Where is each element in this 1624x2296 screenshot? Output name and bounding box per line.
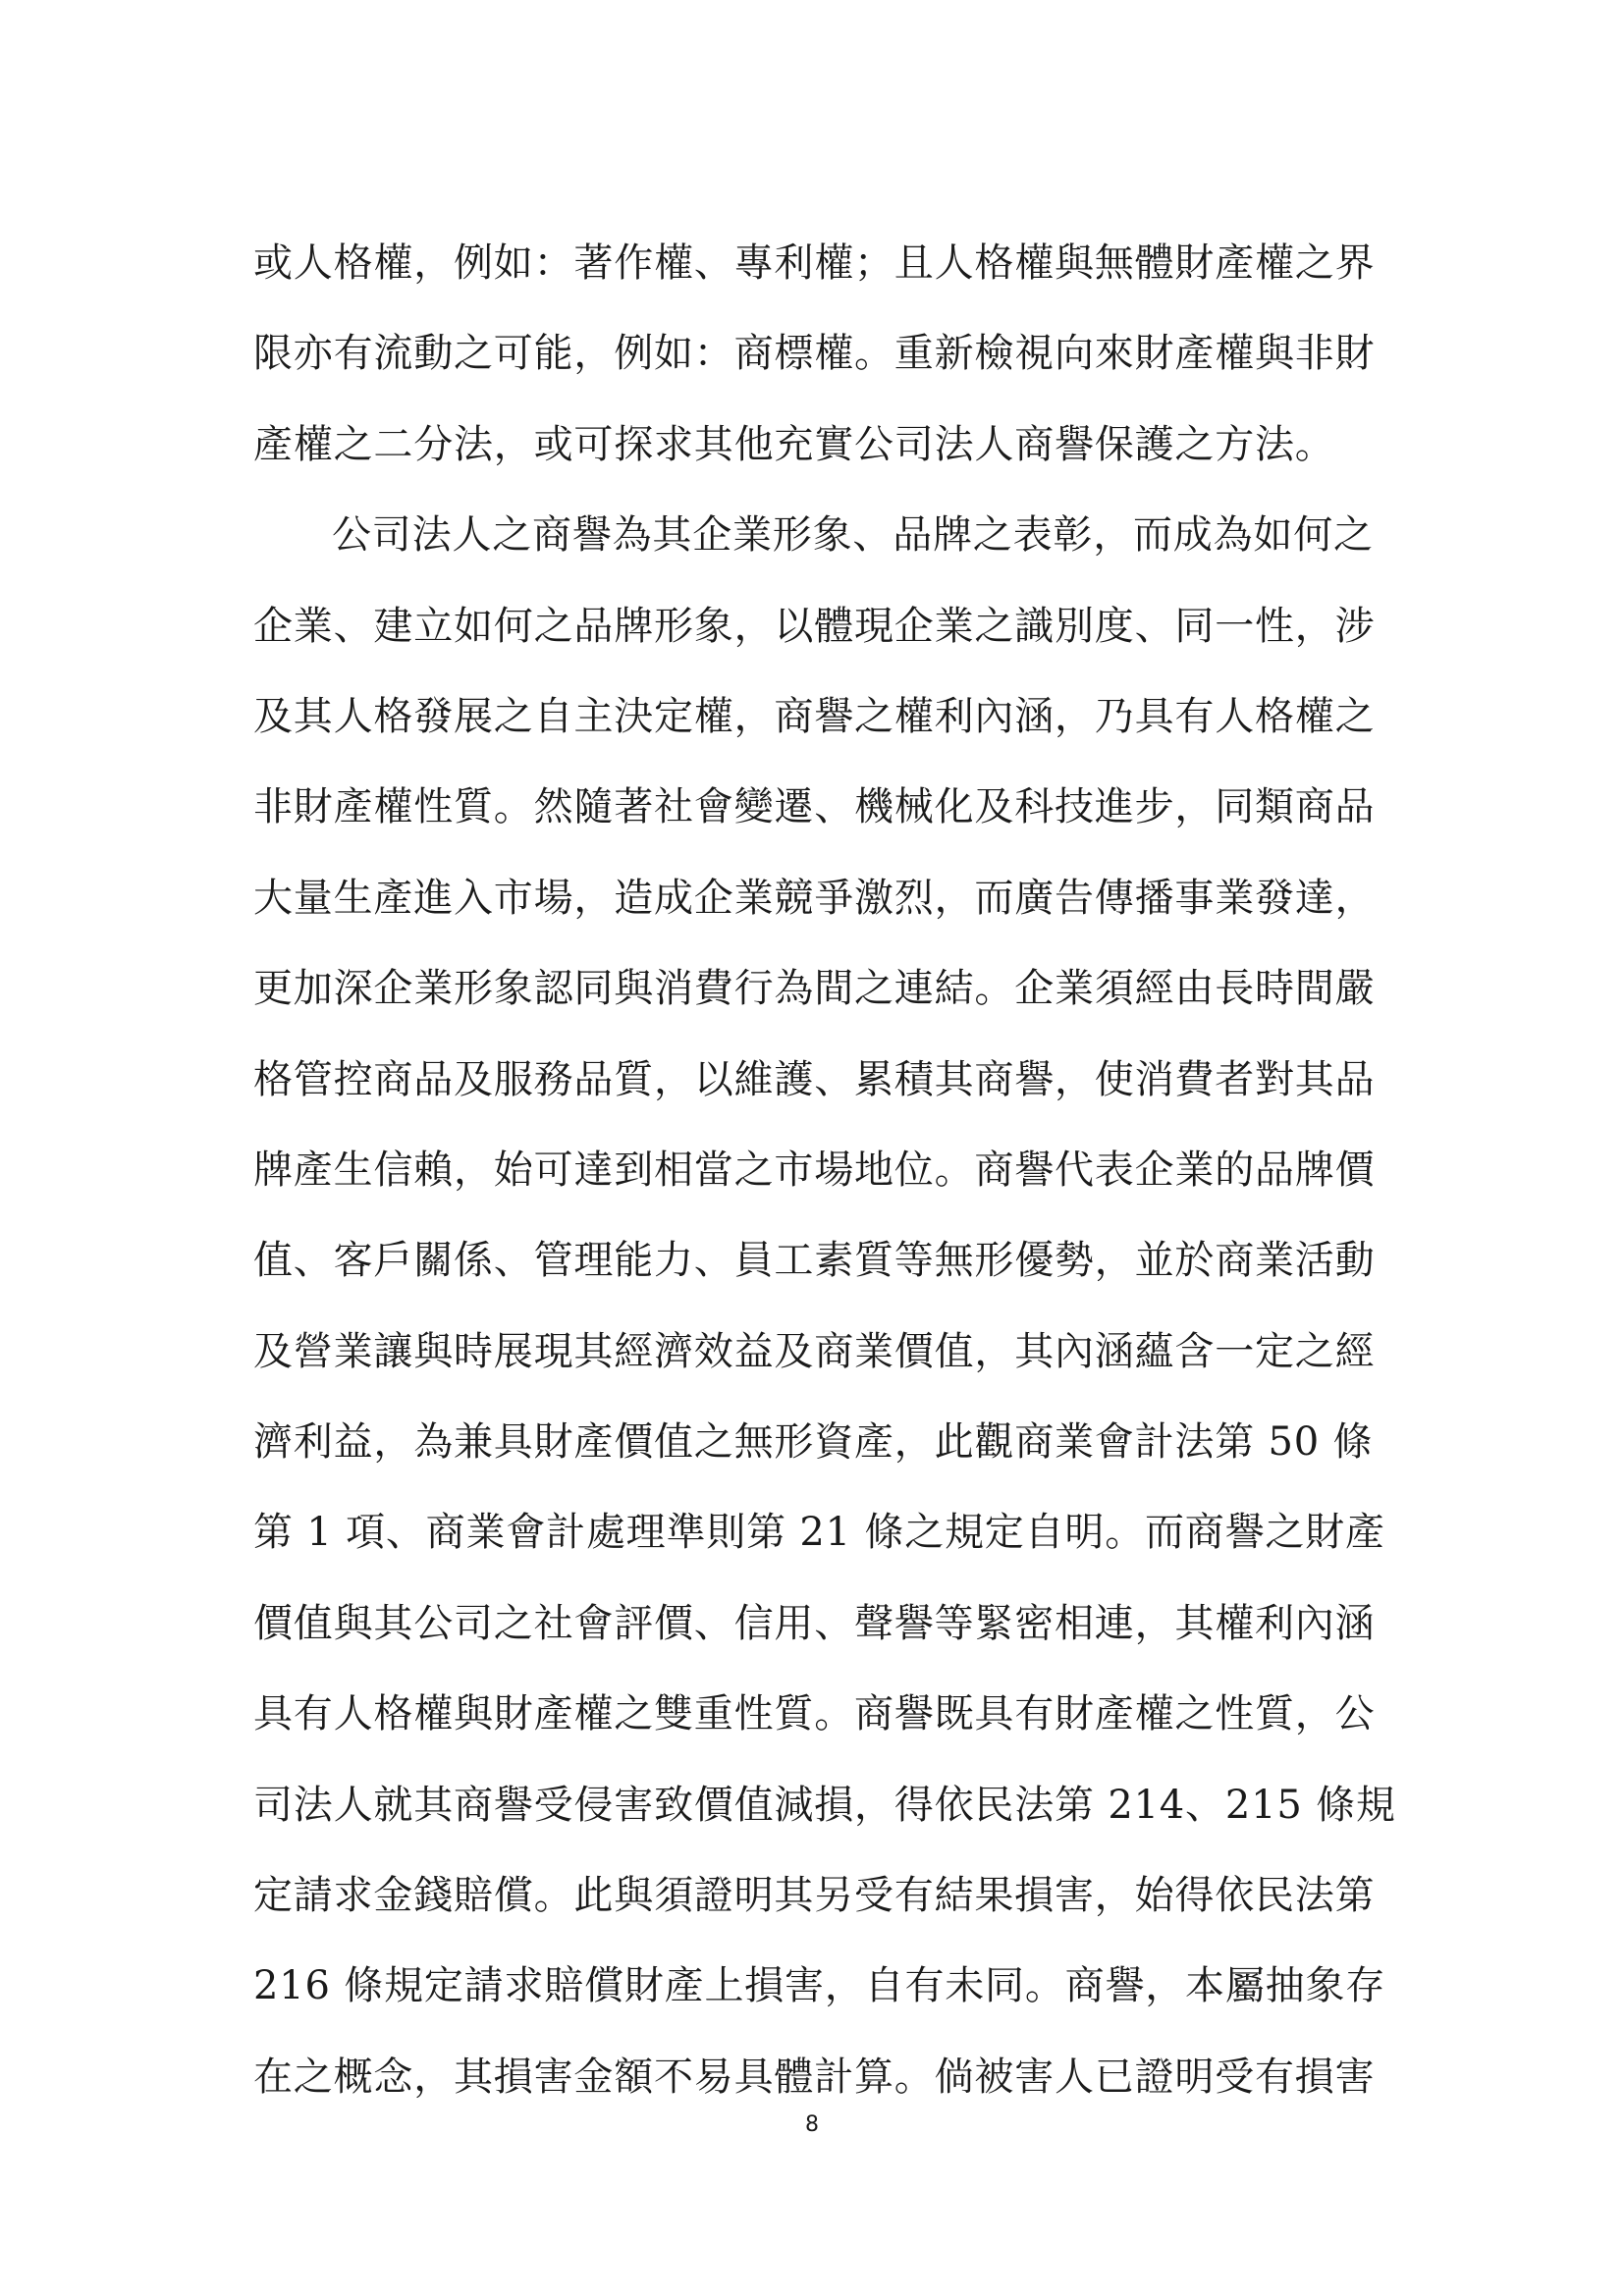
document-body <box>253 218 1396 2122</box>
paragraph-first-line: 公司法人之商譽為其企業形象、品牌之表彰，而成為如何之 <box>332 512 1374 559</box>
text-line: 司法人就其商譽受侵害致價值減損，得依民法第 214、215 條規 <box>253 1782 1396 1828</box>
text-line: 值、客戶關係、管理能力、員工素質等無形優勢，並於商業活動 <box>253 1238 1376 1284</box>
text-line: 濟利益，為兼具財產價值之無形資產，此觀商業會計法第 50 條 <box>253 1419 1374 1466</box>
text-line: 216 條規定請求賠償財產上損害，自有未同。商譽，本屬抽象存 <box>253 1963 1386 2009</box>
text-line: 更加深企業形象認同與消費行為間之連結。企業須經由長時間嚴 <box>253 966 1376 1012</box>
text-line: 第 1 項、商業會計處理準則第 21 條之規定自明。而商譽之財產 <box>253 1510 1385 1556</box>
text-line: 在之概念，其損害金額不易具體計算。倘被害人已證明受有損害 <box>253 2054 1376 2100</box>
text-line: 及其人格發展之自主決定權，商譽之權利內涵，乃具有人格權之 <box>253 693 1376 739</box>
text-line: 產權之二分法，或可探求其他充實公司法人商譽保護之方法。 <box>253 421 1335 467</box>
text-line: 及營業讓與時展現其經濟效益及商業價值，其內涵蘊含一定之經 <box>253 1328 1376 1374</box>
page-number: 8 <box>805 2112 819 2137</box>
text-line: 或人格權，例如：著作權、專利權；且人格權與無體財產權之界 <box>253 240 1376 286</box>
text-line: 價值與其公司之社會評價、信用、聲譽等緊密相連，其權利內涵 <box>253 1600 1376 1646</box>
text-line: 限亦有流動之可能，例如：商標權。重新檢視向來財產權與非財 <box>253 331 1376 377</box>
text-line: 具有人格權與財產權之雙重性質。商譽既具有財產權之性質，公 <box>253 1691 1376 1737</box>
text-line: 牌產生信賴，始可達到相當之市場地位。商譽代表企業的品牌價 <box>253 1147 1376 1193</box>
text-line: 格管控商品及服務品質，以維護、累積其商譽，使消費者對其品 <box>253 1056 1376 1102</box>
text-line: 企業、建立如何之品牌形象，以體現企業之識別度、同一性，涉 <box>253 603 1376 649</box>
text-line: 非財產權性質。然隨著社會變遷、機械化及科技進步，同類商品 <box>253 784 1376 830</box>
text-line: 定請求金錢賠償。此與須證明其另受有結果損害，始得依民法第 <box>253 1873 1376 1919</box>
text-line: 大量生產進入市場，造成企業競爭激烈，而廣告傳播事業發達， <box>253 875 1376 921</box>
